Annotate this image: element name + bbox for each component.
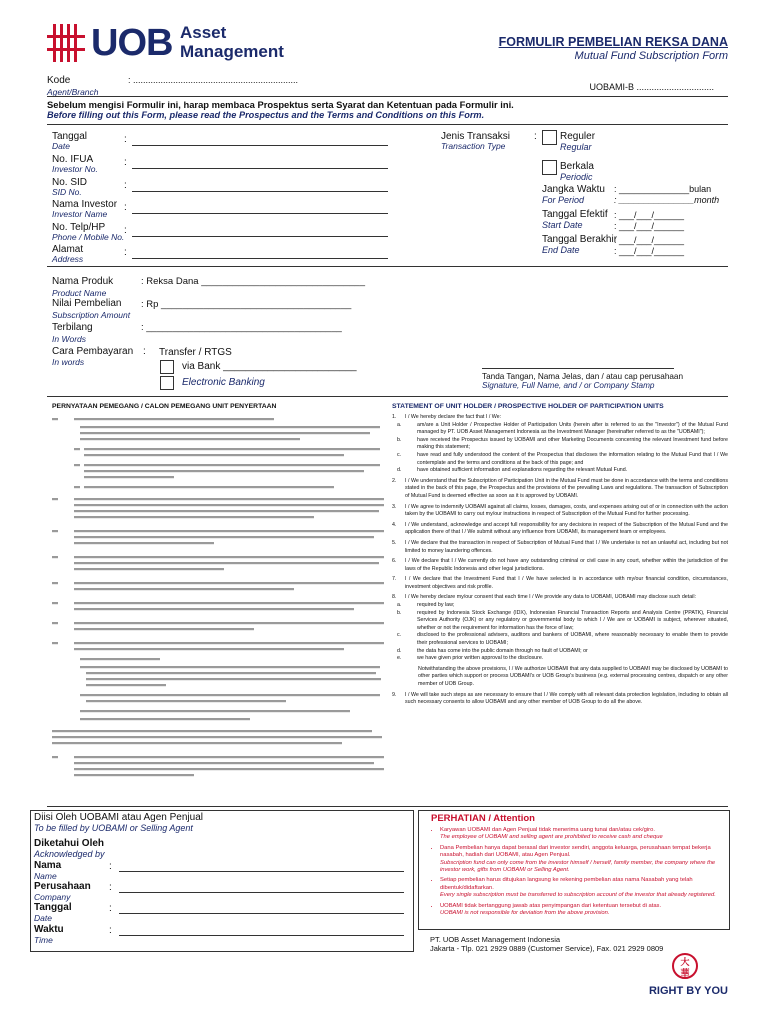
statement-text: I / We declare that the transaction in respect of Subscription of Mutual Fund that I / We undertake is not an unlawful act, including but not limited to money laundering offences. xyxy=(405,539,728,554)
notice-divider xyxy=(47,124,728,125)
statement-id-body xyxy=(52,414,387,806)
kode-label: Kode xyxy=(47,75,71,86)
agent-title: Diisi Oleh UOBAMI atau Agen Penjual xyxy=(34,812,203,823)
end-date-field-2[interactable]: : ___/___/______ xyxy=(614,246,685,256)
field-label: Nama Investor xyxy=(52,199,118,210)
statement-item xyxy=(392,422,728,437)
statement-item xyxy=(392,655,728,663)
attention-item-id: UOBAMI tidak bertanggung jawab atas penyimpangan dari ketentuan tersebut di atas. xyxy=(440,902,662,909)
attention-item xyxy=(440,877,725,899)
kode-field[interactable]: : .................................................................. xyxy=(128,75,299,85)
statement-id-title: PERNYATAAN PEMEGANG / CALON PEMEGANG UNIT PENYERTAAN xyxy=(52,403,277,410)
start-label: Tanggal Efektif xyxy=(542,209,608,220)
attention-list xyxy=(431,827,725,920)
statement-text: I / We declare that I / We currently do not have any outstanding criminal or civil case in any court, whether within the jurisdiction of the laws of the Republic Indonesia and other legal jurisdictions. xyxy=(405,558,728,572)
end-label: Tanggal Berakhir xyxy=(542,234,618,245)
statement-en-title: STATEMENT OF UNIT HOLDER / PROSPECTIVE HOLDER OF PARTICIPATION UNITS xyxy=(392,403,664,410)
statement-item xyxy=(392,632,728,647)
field-input-line[interactable] xyxy=(132,168,388,169)
field-colon: : xyxy=(124,225,127,236)
transaction-sub: Transaction Type xyxy=(441,141,506,151)
statement-item xyxy=(392,414,728,422)
statement-num: 1. xyxy=(392,414,397,420)
attention-item-id: Karyawan UOBAMI dan Agen Penjual tidak menerima uang tunai dan/atau cek/giro. xyxy=(440,827,655,833)
statement-text: I / We agree to indemnify UOBAMI against all claims, losses, damages, costs, and expenses arising out of or in connection with the action taken by the UOBAMI to carry out my/our instructions in respect of Subscription of the Mutual Fund for further processing. xyxy=(405,503,728,518)
statement-text: have obtained sufficient information and explanations regarding the relevant Mutual Fund. xyxy=(417,467,628,474)
ref-number[interactable]: UOBAMI-B ............................... xyxy=(589,82,714,92)
agent-field-colon: : xyxy=(109,861,112,872)
statement-num: 5. xyxy=(392,539,397,546)
transaction-colon: : xyxy=(534,131,537,142)
statement-num: 8. xyxy=(392,594,397,601)
field-sub: SID No. xyxy=(52,187,82,197)
statement-num: b. xyxy=(397,436,402,443)
statement-text: disclosed to the professional advisers, auditors and bankers of UOBAMI, where reasonably necessary to enable them to provide their professional services to UOBAMI; xyxy=(417,632,728,647)
statement-text: the data has come into the public domain through no fault of UOBAMI; or xyxy=(417,647,588,654)
field-colon: : xyxy=(124,157,127,168)
product-field[interactable]: : Reksa Dana _______________________________ xyxy=(141,276,365,287)
agent-field-label: Perusahaan xyxy=(34,881,91,892)
statement-item xyxy=(392,504,728,519)
words-sub: In Words xyxy=(52,334,87,344)
field-label: Alamat xyxy=(52,244,84,255)
statement-en-body xyxy=(392,414,728,707)
field-label: Tanggal xyxy=(52,131,88,142)
field-sub: Phone / Mobile No. xyxy=(52,232,125,242)
ebanking-checkbox[interactable] xyxy=(160,376,174,390)
field-sub: Date xyxy=(52,141,70,151)
field-sub: Address xyxy=(52,254,84,264)
statement-num: 6. xyxy=(392,558,397,565)
agent-field-label: Tanggal xyxy=(34,902,72,913)
statement-item xyxy=(392,437,728,452)
agent-field-line[interactable] xyxy=(119,935,404,936)
regular-label: Reguler xyxy=(560,131,596,142)
statement-num: a. xyxy=(397,602,402,609)
statement-num: 7. xyxy=(392,576,397,583)
periodic-label: Berkala xyxy=(560,161,594,172)
field-sub: Investor No. xyxy=(52,164,98,174)
statement-num: 9. xyxy=(392,691,397,698)
statement-item xyxy=(392,522,728,537)
statement-text: I / We hereby declare my/our consent that each time I / We provide any data to UOBAMI, UOBAMI may disclose such detail: xyxy=(405,594,696,601)
kode-sub: Agent/Branch xyxy=(47,87,99,97)
words-label: Terbilang xyxy=(52,322,93,333)
attention-box xyxy=(418,810,730,930)
payment-sub: In words xyxy=(52,357,85,367)
field-input-line[interactable] xyxy=(132,258,388,259)
field-colon: : xyxy=(124,134,127,145)
statement-text: I / We hereby declare the fact that I / We: xyxy=(405,414,502,420)
bottom-divider xyxy=(47,806,728,807)
attention-item-id: Setiap pembelian harus ditujukan langsung ke rekening pembelian atas nama Nasabah yang telah dibentuk/didaftarkan. xyxy=(440,877,693,891)
statement-text: have received the Prospectus issued by UOBAMI and other Marketing Documents concerning the relevant Investment fund before making this statement; xyxy=(417,436,728,451)
agent-field-colon: : xyxy=(109,882,112,893)
statement-num: d. xyxy=(397,647,402,654)
statement-text: required by law; xyxy=(417,602,455,609)
logo-sub1: Asset xyxy=(180,23,227,42)
statement-item xyxy=(392,663,728,689)
agent-ack: Diketahui Oleh xyxy=(34,838,105,849)
notice-id: Sebelum mengisi Formulir ini, harap membaca Prospektus serta Syarat dan Ketentuan pada Formulir ini. xyxy=(47,99,514,110)
field-colon: : xyxy=(124,202,127,213)
mid-divider xyxy=(47,266,728,267)
statement-item xyxy=(392,648,728,656)
statement-text: I / We understand that the Subscription of Participation Unit in the Mutual Fund must be done in accordance with the terms and conditions stated in the back of this page, the Prospectus and the provisions of the prevailing Laws and regulations. The transaction of Subscription of Mutual Fund is deemed effective as soon as it is approved by UOBAMI. xyxy=(405,477,728,499)
form-subtitle: Mutual Fund Subscription Form xyxy=(574,50,728,62)
statement-num xyxy=(392,663,405,689)
statement-item xyxy=(392,576,728,591)
field-input-line[interactable] xyxy=(132,236,388,237)
end-date-field[interactable]: : ___/___/______ xyxy=(614,235,685,245)
statement-num: 3. xyxy=(392,503,397,510)
footer-contact: Jakarta - Tlp. 021 2929 0889 (Customer Service), Fax. 021 2929 0809 xyxy=(430,944,664,953)
statement-item xyxy=(392,610,728,633)
payment-colon: : xyxy=(143,346,146,357)
agent-field-line[interactable] xyxy=(119,892,404,893)
statement-text: Notwithstanding the above provisions, I / We authorize UOBAMI that any data supplied to UOBAMI may be disclosed by UOBAMI to other parties which support or process UOBAMI's or UOB Group's business (e.g. external processing centres, dispatch or any other member of UOB Group. xyxy=(418,665,728,687)
agent-ack-sub: Acknowledged by xyxy=(34,849,105,859)
agent-field-sub: Time xyxy=(34,935,53,945)
signature-sub: Signature, Full Name, and / or Company Stamp xyxy=(482,381,655,390)
statement-num: c. xyxy=(397,632,402,639)
field-input-line[interactable] xyxy=(132,213,388,214)
form-title: FORMULIR PEMBELIAN REKSA DANA xyxy=(498,35,728,49)
periodic-checkbox[interactable] xyxy=(542,160,557,175)
statement-text: I / We declare that the Investment Fund that I / We have selected is in accordance with my/our financial condition, circumstances, investment objectives and risk profile. xyxy=(405,576,728,590)
statement-text: I / We will take such steps as are necessary to ensure that I / We comply with all relevant data protection legislation, including to obtain all such necessary consents to allow UOBAMI and any other member of UOB Group to do all the above. xyxy=(405,691,728,706)
amount-label: Nilai Pembelian xyxy=(52,298,122,309)
product-label: Nama Produk xyxy=(52,276,114,287)
agent-title-sub: To be filled by UOBAMI or Selling Agent xyxy=(34,823,193,833)
header-divider xyxy=(47,96,728,97)
statement-divider xyxy=(47,396,728,397)
attention-title: PERHATIAN / Attention xyxy=(431,813,535,824)
uob-seal-icon: 大 華 xyxy=(672,953,698,979)
attention-item-en: The employee of UOBAMI and selling agent are prohibited to receive cash and cheque xyxy=(440,834,663,841)
attention-item xyxy=(440,845,725,875)
field-colon: : xyxy=(124,247,127,258)
statement-item xyxy=(392,558,728,573)
field-label: No. IFUA xyxy=(52,154,94,165)
signature-line[interactable] xyxy=(482,368,674,369)
start-sub: Start Date xyxy=(542,220,583,230)
regular-checkbox[interactable] xyxy=(542,130,557,145)
statement-item xyxy=(392,540,728,555)
agent-field-label: Nama xyxy=(34,860,62,871)
attention-item-en: UOBAMI is not responsible for deviation from the above provision. xyxy=(440,910,610,917)
statement-item xyxy=(392,478,728,501)
signature-label: Tanda Tangan, Nama Jelas, dan / atau cap perusahaan xyxy=(482,372,684,381)
uob-logo-icon xyxy=(47,24,85,62)
amount-field[interactable]: : Rp ____________________________________ xyxy=(141,299,352,310)
start-date-field-2[interactable]: : ___/___/______ xyxy=(614,221,685,231)
attention-item xyxy=(440,827,725,842)
agent-field-colon: : xyxy=(109,925,112,936)
regular-sub: Regular xyxy=(560,142,592,152)
periodic-sub: Periodic xyxy=(560,172,593,182)
logo-text: UOB xyxy=(91,22,173,64)
ebanking-label: Electronic Banking xyxy=(182,377,265,388)
statement-text: we have given prior written approval to the disclosure. xyxy=(417,655,544,662)
transfer-label: Transfer / RTGS xyxy=(159,347,232,358)
end-sub: End Date xyxy=(542,245,580,255)
agent-box xyxy=(30,810,414,952)
agent-field-line[interactable] xyxy=(119,871,404,872)
uob-logo xyxy=(47,22,287,66)
payment-label: Cara Pembayaran xyxy=(52,346,134,357)
period-sub: For Period xyxy=(542,195,585,205)
statement-item xyxy=(392,602,728,610)
field-input-line[interactable] xyxy=(132,191,388,192)
product-sub: Product Name xyxy=(52,288,107,298)
agent-field-sub: Company xyxy=(34,892,71,902)
statement-text: I / We understand, acknowledge and accept full responsibility for any decisions in respect of the Subscription of the Mutual Fund and the application there of that I / We submit without any influence from UOBAMI, its management team or employees. xyxy=(405,521,728,536)
words-field[interactable]: : _____________________________________ xyxy=(141,322,342,333)
agent-field-label: Waktu xyxy=(34,924,64,935)
bank-label: via Bank ________________________ xyxy=(182,361,357,372)
notice-en: Before filling out this Form, please read the Prospectus and the Terms and Conditions on this Form. xyxy=(47,110,485,120)
field-sub: Investor Name xyxy=(52,209,108,219)
period-field-month-id[interactable]: : ______________bulan xyxy=(614,184,712,194)
statement-text: have read and fully understood the content of the Prospectus that discloses the information relating to the Mutual Fund that I / We contemplate and the terms and conditions at the back of this page; and xyxy=(417,451,728,466)
statement-text: required by Indonesia Stock Exchange (IDX), Indonesian Financial Transaction Reports and Analysis Centre (PPATK), Financial Services Authority (OJK) or any regulatory or governmental body to which I / We are or UOBAMI is subject, wherever situated, whether or not the requirement for information has the force of law; xyxy=(417,609,728,631)
period-label: Jangka Waktu xyxy=(542,184,605,195)
statement-item xyxy=(392,452,728,467)
transaction-label: Jenis Transaksi xyxy=(441,131,510,142)
statement-num: 4. xyxy=(392,521,397,528)
statement-id-redacted-text xyxy=(52,414,387,806)
start-date-field[interactable]: : ___/___/______ xyxy=(614,210,685,220)
statement-num: 2. xyxy=(392,477,397,484)
agent-field-line[interactable] xyxy=(119,913,404,914)
statement-num: d. xyxy=(397,467,402,474)
field-colon: : xyxy=(124,180,127,191)
statement-num: b. xyxy=(397,609,402,616)
statement-item xyxy=(392,594,728,602)
footer-company: PT. UOB Asset Management Indonesia xyxy=(430,935,561,944)
statement-item xyxy=(392,467,728,475)
statement-text: am/are a Unit Holder / Prospective Holder of Participation Units (herein after is referred to as the "Investor") of the Mutual Fund managed by PT. UOB Asset Management Indonesia as the Investment Manager (hereinafter referred to as the "UOBAMI"); xyxy=(417,421,728,436)
attention-item-id: Dana Pembelian hanya dapat berasal dari investor sendiri, anggota keluarga, perusahaan tempat bekerja nasabah, hadiah dari UOBAMI, atau Agen Penjual. xyxy=(440,844,711,859)
agent-field-colon: : xyxy=(109,903,112,914)
statement-num: a. xyxy=(397,421,402,428)
attention-item-en: Subscription fund can only come from the investor himself / herself, family member, the company where the investor work, gifts from UOBAMI or Selling Agent. xyxy=(440,859,716,874)
statement-num: c. xyxy=(397,451,402,458)
attention-item-en: Every single subscription must be transferred to subscription account of the investor that already registered. xyxy=(440,892,716,899)
field-label: No. SID xyxy=(52,177,88,188)
logo-sub2: Management xyxy=(180,42,284,61)
agent-field-sub: Name xyxy=(34,871,57,881)
field-input-line[interactable] xyxy=(132,145,388,146)
statement-item xyxy=(392,692,728,707)
attention-item xyxy=(440,903,725,918)
amount-sub: Subscription Amount xyxy=(52,310,131,320)
footer-tagline: RIGHT BY YOU xyxy=(648,985,728,997)
bank-checkbox[interactable] xyxy=(160,360,174,374)
field-label: No. Telp/HP xyxy=(52,222,106,233)
statement-num: e. xyxy=(397,655,402,662)
period-field-month-en[interactable]: : _______________month xyxy=(614,195,720,205)
agent-field-sub: Date xyxy=(34,913,52,923)
